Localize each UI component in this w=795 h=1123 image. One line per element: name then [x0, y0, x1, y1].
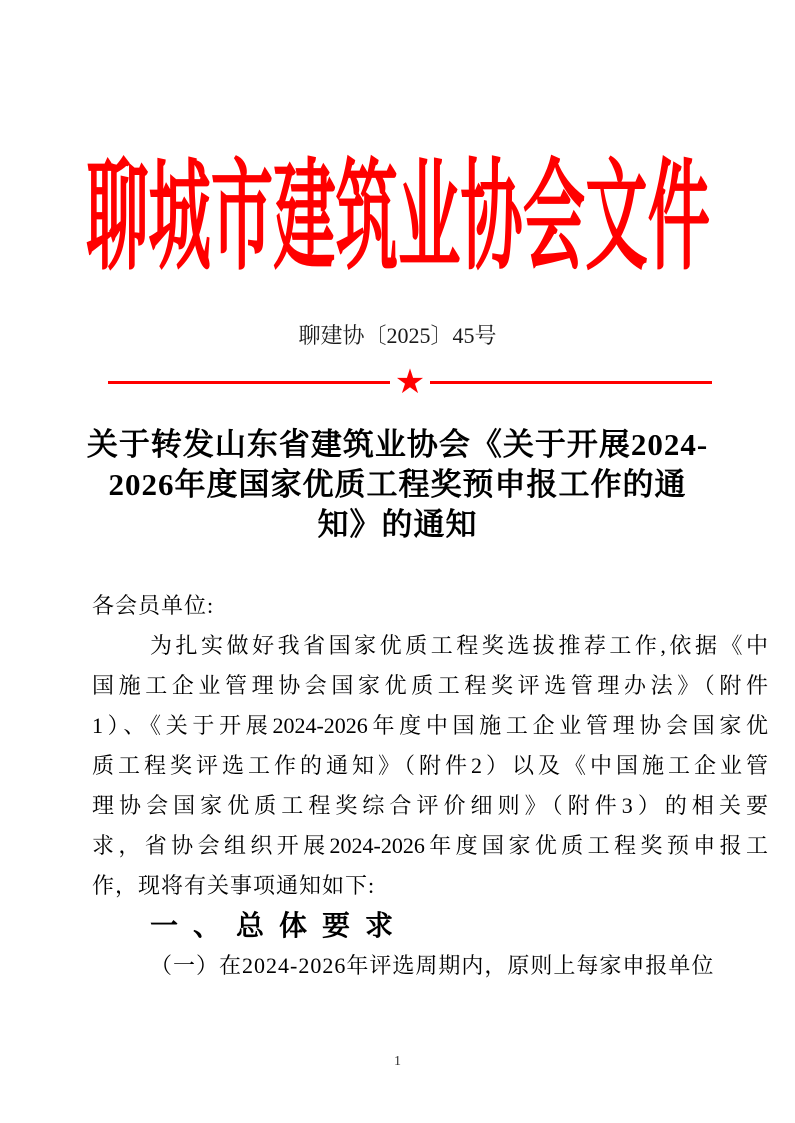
- body-line: 为扎实做好我省国家优质工程奖选拔推荐工作,依据《中: [150, 633, 768, 658]
- doc-title-line: 知》的通知: [317, 507, 478, 542]
- body-line: 质工程奖评选工作的通知》（附件2）以及《中国施工企业管: [92, 753, 768, 778]
- section-heading: 一、总体要求: [150, 910, 409, 941]
- body-line-salutation: 各会员单位:: [92, 593, 215, 618]
- separator-line-right: [430, 381, 712, 384]
- doc-title-line: 2026年度国家优质工程奖预申报工作的通: [108, 467, 687, 502]
- red-separator: [108, 362, 712, 402]
- star-icon: ★: [394, 362, 426, 402]
- body-line: 1）、《关于开展2024-2026年度中国施工企业管理协会国家优: [92, 713, 768, 738]
- body-line: 国施工企业管理协会国家优质工程奖评选管理办法》（附件: [92, 673, 768, 698]
- separator-line-left: [108, 381, 390, 384]
- page-number: 1: [394, 1054, 401, 1069]
- doc-number: 聊建协〔2025〕45号: [298, 323, 497, 348]
- letterhead: [0, 151, 795, 284]
- doc-title: [0, 425, 795, 545]
- body-line: 理协会国家优质工程奖综合评价细则》（附件3）的相关要: [92, 793, 768, 818]
- body-line: 作，现将有关事项通知如下:: [92, 873, 376, 898]
- body-line: 求，省协会组织开展2024-2026年度国家优质工程奖预申报工: [92, 833, 768, 858]
- body-line: （一）在2024-2026年评选周期内，原则上每家申报单位: [150, 953, 715, 978]
- doc-body: [92, 586, 768, 986]
- doc-title-line: 关于转发山东省建筑业协会《关于开展2024-: [86, 427, 709, 462]
- org-title: 聊城市建筑业协会文件: [85, 151, 710, 284]
